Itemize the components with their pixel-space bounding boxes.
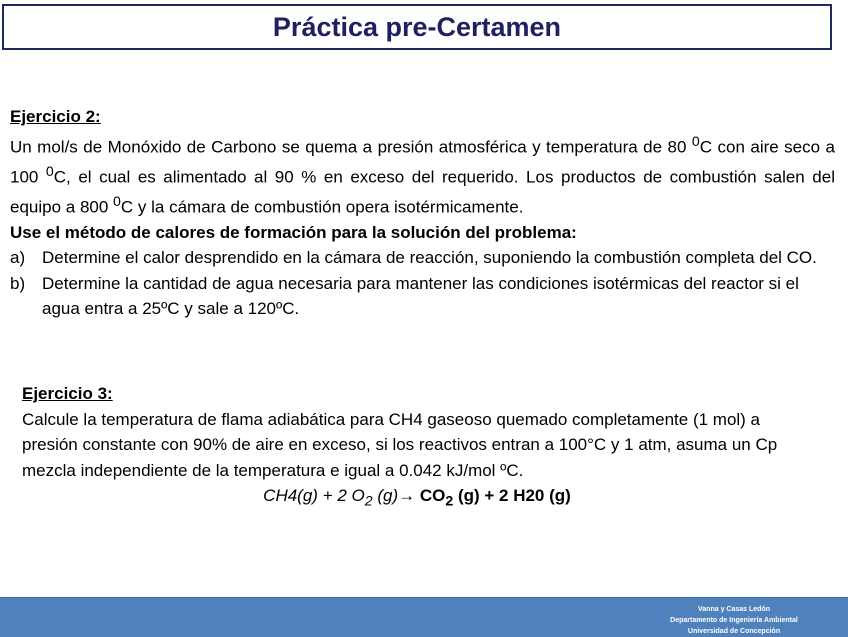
- exercise-3-statement: Calcule la temperatura de flama adiabática para CH4 gaseoso quemado completamente (1 mol) a presión constante con 90% de aire en exceso, si los reactivos entran a 100°C y 1 atm, asuma un Cp mezcla independiente de la temperatura e igual a 0.042 kJ/mol ºC.: [22, 409, 778, 480]
- equation-part: (g) + 2 H20 (g): [453, 486, 571, 505]
- exercise-3: [22, 381, 812, 515]
- statement-part: C, el cual es alimentado al 90 % en exceso del requerido. Los productos de combustión salen del equipo a 800: [10, 167, 835, 217]
- exercise-3-heading: Ejercicio 3:: [22, 384, 113, 403]
- equation-part: CH4(g) + 2 O: [263, 486, 365, 505]
- footer-bar: [0, 597, 848, 637]
- statement-part: Un mol/s de Monóxido de Carbono se quema a presión atmosférica y temperatura de 80: [10, 137, 692, 157]
- footer-line: Vanna y Casas Ledón: [698, 606, 770, 613]
- list-item: [10, 271, 835, 322]
- arrow-icon: →: [398, 486, 416, 505]
- exercise-2-heading: Ejercicio 2:: [10, 107, 101, 126]
- reaction-equation: [22, 483, 812, 515]
- item-text: Determine el calor desprendido en la cámara de reacción, suponiendo la combustión completa del CO.: [42, 248, 817, 268]
- title-box: [2, 4, 832, 50]
- degree-sup: 0: [691, 133, 700, 150]
- statement-part: C y la cámara de combustión opera isotérmicamente.: [120, 197, 524, 217]
- item-label: b): [10, 273, 26, 293]
- method-instruction: Use el método de calores de formación para la solución del problema:: [10, 222, 577, 242]
- equation-part: (g): [372, 486, 399, 505]
- footer-line: Universidad de Concepción: [687, 628, 781, 635]
- equation-sub: 2: [364, 493, 373, 510]
- statement-part: C con aire seco a 100: [10, 137, 835, 187]
- exercise-2: [10, 104, 835, 322]
- equation-sub: 2: [445, 493, 454, 510]
- item-label: a): [10, 248, 26, 268]
- list-item: [10, 245, 835, 271]
- footer-line: Departamento de Ingeniería Ambiental: [670, 617, 798, 624]
- footer-credits: [634, 604, 834, 637]
- page-title: Práctica pre-Certamen: [272, 11, 562, 42]
- item-text: Determine la cantidad de agua necesaria para mantener las condiciones isotérmicas del reactor si el agua entra a 25ºC y sale a 120ºC.: [42, 273, 799, 319]
- equation-part: CO: [415, 486, 446, 505]
- degree-sup: 0: [45, 163, 54, 180]
- degree-sup: 0: [113, 193, 121, 210]
- exercise-2-statement: [10, 130, 835, 220]
